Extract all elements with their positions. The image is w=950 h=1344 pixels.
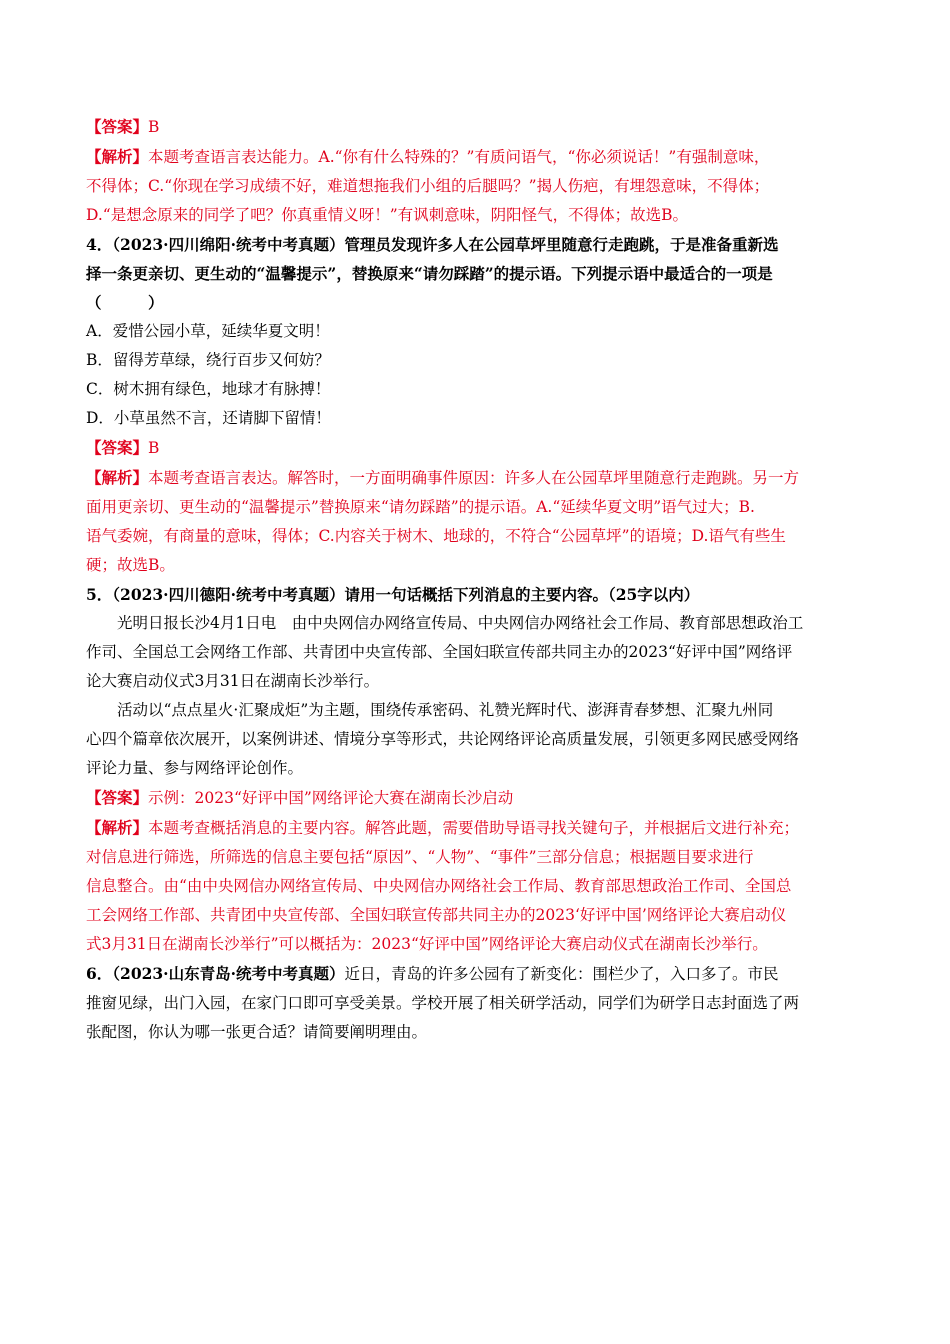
answer-tag: 【答案】 <box>86 788 149 807</box>
analysis-text: 本题考查概括消息的主要内容。解答此题，需要借助导语寻找关键句子，并根据后文进行补充； <box>148 819 800 837</box>
q4-analysis-line-1 <box>86 463 858 493</box>
q4-stem-line-3: （ ） <box>86 293 164 312</box>
q4-answer <box>86 433 858 463</box>
answer-tag: 【答案】 <box>86 117 149 136</box>
analysis-text: 本题考查语言表达。解答时，一方面明确事件原因：许多人在公园草坪里随意行走跑跳。另一方 <box>148 469 800 487</box>
q5-analysis-line-2: 对信息进行筛选，所筛选的信息主要包括“原因”、“人物”、“事件”三部分信息；根据题目要求进行 <box>86 848 754 866</box>
q4-option-a: A．爱惜公园小草，延续华夏文明！ <box>86 322 330 340</box>
q5-para1-line-3: 论大赛启动仪式3月31日在湖南长沙举行。 <box>86 672 380 690</box>
q4-option-b: B．留得芳草绿，绕行百步又何妨？ <box>86 351 330 369</box>
q5-answer <box>86 783 858 813</box>
analysis-tag: 【解析】 <box>86 147 149 166</box>
q5-stem: 5．（2023·四川德阳·统考中考真题）请用一句话概括下列消息的主要内容。（25字以内） <box>86 585 700 604</box>
q5-analysis-line-1 <box>86 813 858 843</box>
q4-option-d: D．小草虽然不言，还请脚下留情！ <box>86 409 331 427</box>
analysis-text: 本题考查语言表达能力。A.“你有什么特殊的？”有质问语气，“你必须说话！”有强制意味， <box>148 148 770 166</box>
q5-para2-line-1: 活动以“点点星火·汇聚成炬”为主题，围绕传承密码、礼赞光辉时代、澎湃青春梦想、汇聚九州同 <box>117 701 774 719</box>
answer-text: B <box>148 439 160 457</box>
q4-stem-line-1: 4．（2023·四川绵阳·统考中考真题）管理员发现许多人在公园草坪里随意行走跑跳，于是准备重新选 <box>86 235 779 254</box>
answer-tag: 【答案】 <box>86 438 149 457</box>
q6-stem-text: 近日，青岛的许多公园有了新变化：围栏少了，入口多了。市民 <box>344 965 779 983</box>
q3-answer <box>86 112 858 142</box>
answer-text: B <box>148 118 160 136</box>
q5-para2-line-2: 心四个篇章依次展开，以案例讲述、情境分享等形式，共论网络评论高质量发展，引领更多网民感受网络 <box>86 730 800 748</box>
q5-analysis-line-3: 信息整合。由“由中央网信办网络宣传局、中央网信办网络社会工作局、教育部思想政治工作司、全国总 <box>86 877 792 895</box>
q4-stem-line-2: 择一条更亲切、更生动的“温馨提示”，替换原来“请勿踩踏”的提示语。下列提示语中最适合的一项是 <box>86 264 773 283</box>
q6-stem-line-2: 推窗见绿，出门入园，在家门口即可享受美景。学校开展了相关研学活动，同学们为研学日志封面选了两 <box>86 994 800 1012</box>
q4-analysis-line-4: 硬；故选B。 <box>86 556 175 574</box>
q3-analysis-line-1 <box>86 142 858 172</box>
q4-analysis-line-3: 语气委婉，有商量的意味，得体；C.内容关于树木、地球的，不符合“公园草坪”的语境；D.语气有些生 <box>86 527 786 545</box>
q5-para1-line-1: 光明日报长沙4月1日电 由中央网信办网络宣传局、中央网信办网络社会工作局、教育部思想政治工 <box>117 614 804 632</box>
q6-stem-line-1 <box>86 959 858 989</box>
q4-analysis-line-2: 面用更亲切、更生动的“温馨提示”替换原来“请勿踩踏”的提示语。A.“延续华夏文明”语气过大；B. <box>86 498 755 516</box>
q5-analysis-line-5: 式3月31日在湖南长沙举行”可以概括为：2023“好评中国”网络评论大赛启动仪式在湖南长沙举行。 <box>86 935 768 953</box>
q6-stem-head: 6．（2023·山东青岛·统考中考真题） <box>86 964 345 983</box>
q5-analysis-line-4: 工会网络工作部、共青团中央宣传部、全国妇联宣传部共同主办的2023‘好评中国’网络评论大赛启动仪 <box>86 906 787 924</box>
q5-para1-line-2: 作司、全国总工会网络工作部、共青团中央宣传部、全国妇联宣传部共同主办的2023“好评中国”网络评 <box>86 643 793 661</box>
analysis-tag: 【解析】 <box>86 818 149 837</box>
answer-text: 示例：2023“好评中国”网络评论大赛在湖南长沙启动 <box>148 789 514 807</box>
analysis-tag: 【解析】 <box>86 468 149 487</box>
q6-stem-line-3: 张配图，你认为哪一张更合适？请简要阐明理由。 <box>86 1023 428 1041</box>
q3-analysis-line-2: 不得体；C.“你现在学习成绩不好，难道想拖我们小组的后腿吗？”揭人伤疤，有埋怨意味，不得体； <box>86 177 770 195</box>
q3-analysis-line-3: D.“是想念原来的同学了吧？你真重情义呀！”有讽刺意味，阴阳怪气，不得体；故选B。 <box>86 206 689 224</box>
q5-para2-line-3: 评论力量、参与网络评论创作。 <box>86 759 304 777</box>
q4-option-c: C．树木拥有绿色，地球才有脉搏！ <box>86 380 331 398</box>
